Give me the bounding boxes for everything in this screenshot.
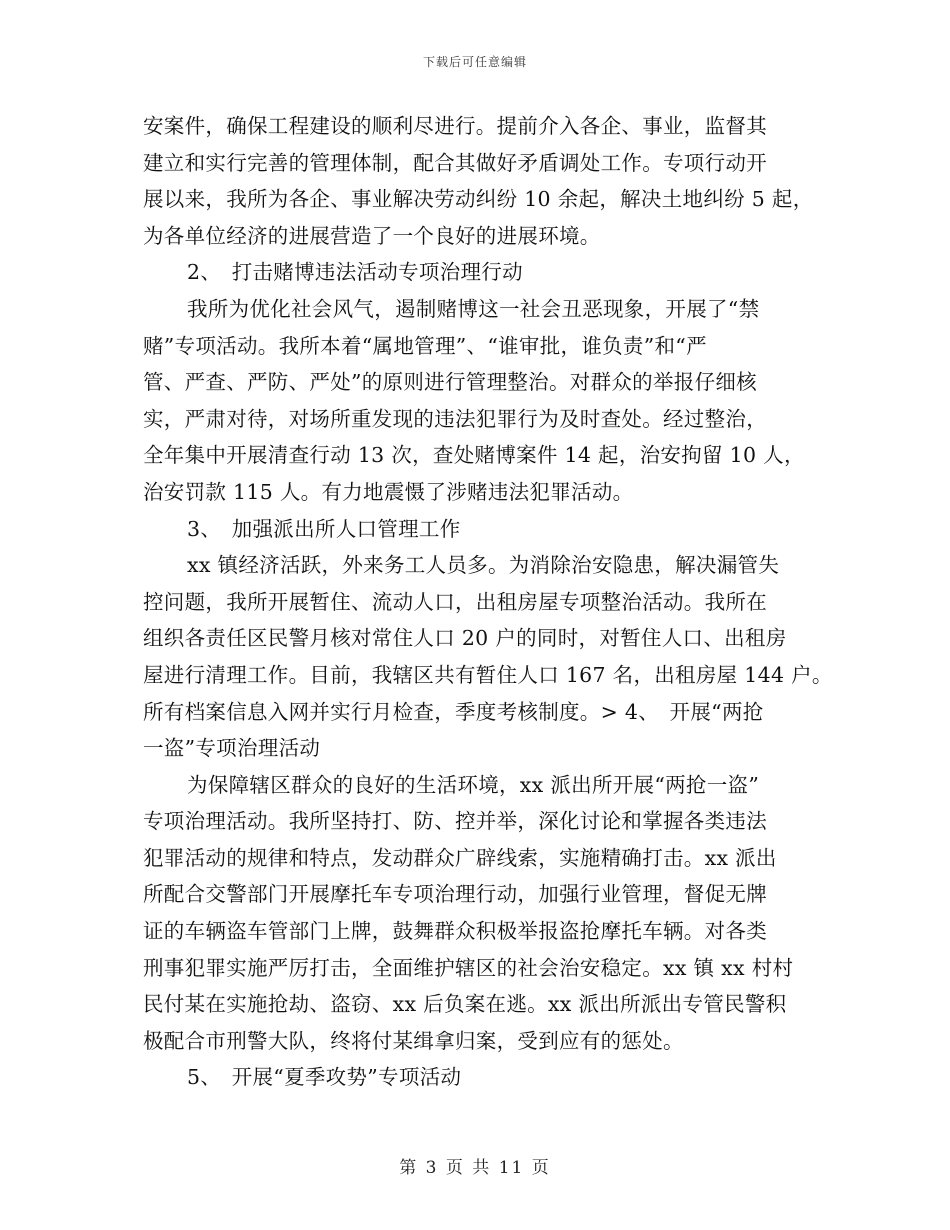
- text-line: 所配合交警部门开展摩托车专项治理行动，加强行业管理，督促无牌: [143, 882, 767, 907]
- text-line: 组织各责任区民警月核对常住人口 20 户的同时，对暂住人口、出租房: [143, 626, 787, 651]
- text-line: 治安罚款 115 人。有力地震慑了涉赌违法犯罪活动。: [143, 479, 634, 504]
- text-line: 控问题，我所开展暂住、流动人口，出租房屋专项整治活动。我所在: [143, 589, 767, 614]
- text-line: 全年集中开展清查行动 13 次，查处赌博案件 14 起，治安拘留 10 人，: [143, 443, 805, 468]
- text-line: 民付某在实施抢劫、盗窃、xx 后负案在逃。xx 派出所派出专管民警积: [143, 992, 787, 1017]
- text-line: 安案件，确保工程建设的顺利尽进行。提前介入各企、事业，监督其: [143, 114, 767, 138]
- text-line: 建立和实行完善的管理体制，配合其做好矛盾调处工作。专项行动开: [143, 150, 767, 175]
- text-line: 3、 加强派出所人口管理工作: [187, 516, 461, 541]
- text-line: 刑事犯罪实施严厉打击，全面维护辖区的社会治安稳定。xx 镇 xx 村村: [143, 955, 794, 980]
- text-line: 赌”专项活动。我所本着“属地管理”、“谁审批，谁负责”和“严: [143, 333, 707, 358]
- text-line: 管、严查、严防、严处”的原则进行管理整治。对群众的举报仔细核: [143, 370, 757, 395]
- text-line: 所有档案信息入网并实行月检查，季度考核制度。> 4、 开展“两抢: [143, 699, 764, 724]
- text-line: 一盗”专项治理活动: [143, 736, 321, 761]
- text-line: 为保障辖区群众的良好的生活环境，xx 派出所开展“两抢一盗”: [187, 772, 760, 797]
- text-line: 我所为优化社会风气，遏制赌博这一社会丑恶现象，开展了“禁: [187, 296, 760, 321]
- header-note: 下载后可任意编辑: [422, 55, 527, 69]
- text-line: 专项治理活动。我所坚持打、防、控并举，深化讨论和掌握各类违法: [143, 809, 767, 834]
- text-line: 犯罪活动的规律和特点，发动群众广辟线索，实施精确打击。xx 派出: [143, 845, 777, 870]
- text-line: 2、 打击赌博违法活动专项治理行动: [187, 260, 523, 285]
- text-line: 为各单位经济的进展营造了一个良好的进展环境。: [143, 223, 601, 248]
- document-body: [143, 108, 843, 1096]
- text-line: 实，严肃对待，对场所重发现的违法犯罪行为及时查处。经过整治，: [143, 406, 767, 431]
- text-line: xx 镇经济活跃，外来务工人员多。为消除治安隐患，解决漏管失: [187, 553, 780, 578]
- text-line: 证的车辆盗车管部门上牌，鼓舞群众积极举报盗抢摩托车辆。对各类: [143, 919, 767, 944]
- page-footer: 第 3 页 共 11 页: [399, 1158, 551, 1178]
- text-line: 展以来，我所为各企、事业解决劳动纠纷 10 余起，解决土地纠纷 5 起，: [143, 187, 814, 212]
- text-line: 5、 开展“夏季攻势”专项活动: [187, 1065, 462, 1090]
- text-line: 极配合市刑警大队，终将付某缉拿归案，受到应有的惩处。: [143, 1028, 684, 1053]
- text-line: 屋进行清理工作。目前，我辖区共有暂住人口 167 名，出租房屋 144 户。: [143, 662, 833, 687]
